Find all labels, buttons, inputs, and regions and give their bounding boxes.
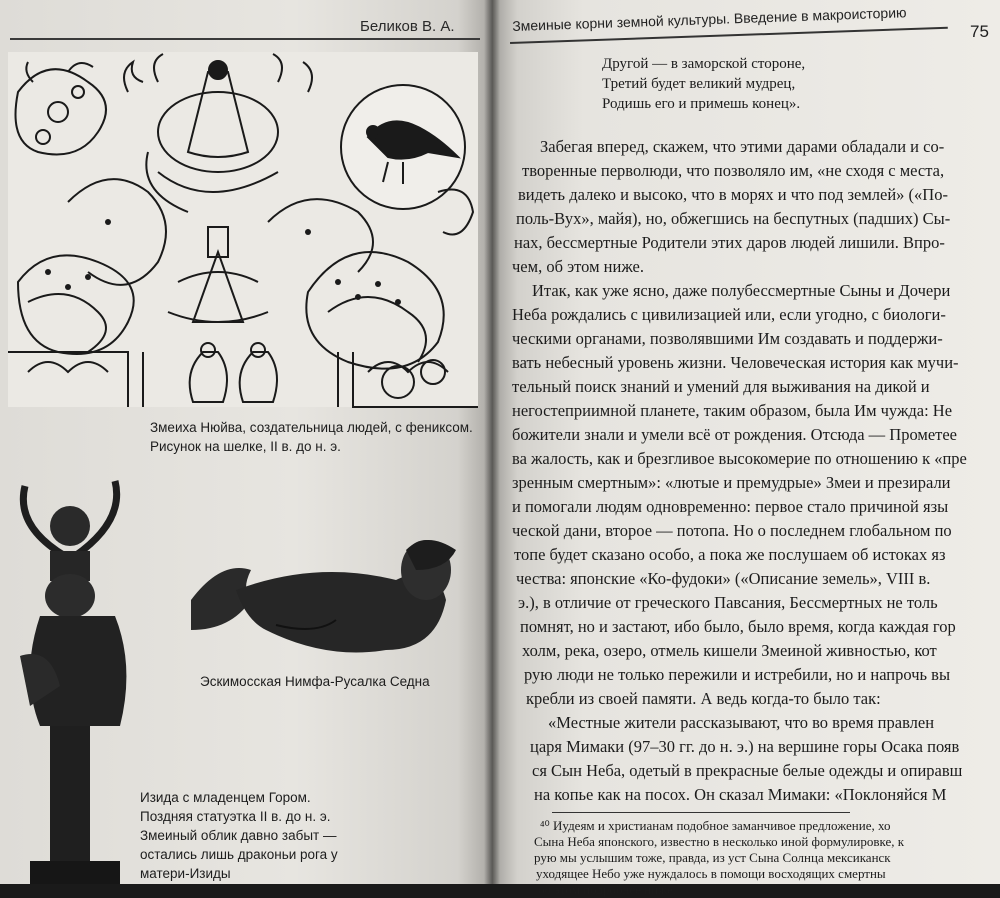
body-line: чества: японские «Ко-фудоки» («Описание земель», VIII в. [516,569,931,588]
sedna-caption: Эскимосская Нимфа-Русалка Седна [200,674,430,689]
body-line: творенные перволюди, что позволяло им, «не сходя с места, [522,161,945,180]
body-line: ческой дани, второе — потопа. Но о последнем глобальном по [512,521,952,540]
body-line: холм, река, озеро, отмель кишели Змеиной живностью, кот [522,641,937,660]
body-line: и помогали людям одновременно: первое стало причиной язы [512,497,949,516]
left-page [0,0,492,884]
poem-line: Родишь его и примешь конец». [602,96,801,112]
body-line: нах, бессмертные Родители этих даров людей лишили. Впро- [514,233,945,252]
footnote-line: Сына Неба японского, известно в несколько иной формулировке, к [534,834,905,849]
running-head-rule-left [10,38,480,40]
page-number: 75 [970,22,989,41]
body-line: божители знали и умели всё от рождения. Отсюда — Прометее [512,425,958,444]
footnote-line: рую мы услышим тоже, правда, из уст Сына Солнца мексиканск [534,850,891,865]
poem-line: Другой — в заморской стороне, [602,56,806,72]
body-line: царя Мимаки (97–30 гг. до н. э.) на вершине горы Осака появ [530,737,960,756]
body-line: топе будет сказано особо, а пока же послушаем об истоках яз [514,545,946,564]
body-line: тельный поиск знаний и умений для выживания на дикой и [512,377,930,396]
body-line: ся Сын Неба, одетый в прекрасные белые одежды и опиравш [532,761,963,780]
running-head-left: Беликов В. А. [360,18,455,35]
body-line: ческими органами, позволявшими Им создавать и поддержи- [512,329,943,348]
isis-caption [140,788,440,883]
silk-caption [150,418,490,456]
body-line: «Местные жители рассказывают, что во время правлен [548,713,935,732]
isis-caption-line: остались лишь драконьи рога у [140,847,338,862]
body-line: помнят, но и застают, ибо было, было время, когда каждая гор [520,617,956,636]
footnote-line: уходящее Небо уже нуждалось в помощи восходящих смертны [536,866,886,881]
sedna-figurine-photo [186,530,466,658]
running-head-right: Змеиные корни земной культуры. Введение в макроисторию [512,4,907,34]
body-line: Забегая вперед, скажем, что этими дарами обладали и со- [540,137,945,156]
isis-statuette-photo [10,476,130,884]
body-line: э.), в отличие от греческого Павсания, Бессмертных не толь [518,593,938,612]
body-line: Итак, как уже ясно, даже полубессмертные Сыны и Дочери [532,281,951,300]
body-line: вать небесный уровень жизни. Человеческая история как мучи- [512,353,959,372]
footnote-rule [552,812,850,813]
body-line: чем, об этом ниже. [512,257,644,276]
body-line: ва жалость, как и брезгливое высокомерие по отношению к «пре [512,449,967,468]
footnote-line: об этом подробнее ниже. [538,882,676,897]
body-line: видеть далеко и высоко, что в морях и что под землей» («По- [518,185,948,204]
body-line: рую люди не только пережили и истребили, но и напрочь вы [524,665,951,684]
footnote-line: ⁴⁰ Иудеям и христианам подобное заманчивое предложение, хо [540,818,891,833]
silk-caption-line: Рисунок на шелке, II в. до н. э. [150,439,341,454]
silk-painting-illustration [8,52,478,407]
isis-caption-line: матери-Изиды [140,866,231,881]
body-line: негостеприимной планете, таким образом, была Им чужда: Не [512,401,953,420]
body-line: зренным смертным»: «лютые и премудрые» Змеи и презирали [512,473,951,492]
isis-caption-line: Изида с младенцем Гором. [140,790,311,805]
isis-caption-line: Поздняя статуэтка II в. до н. э. [140,809,331,824]
body-line: кребли из своей памяти. А ведь когда-то было так: [526,689,881,708]
right-page [492,0,1000,897]
book-gutter [484,0,500,884]
poem-line: Третий будет великий мудрец, [602,76,796,92]
silk-caption-line: Змеиха Нюйва, создательница людей, с фениксом. [150,420,473,435]
body-line: поль-Вух», майя), но, обжегшись на беспутных (падших) Сы- [516,209,951,228]
body-line: Неба рождались с цивилизацией или, если угодно, с биологи- [512,305,946,324]
isis-caption-line: Змеиный облик давно забыт — [140,828,337,843]
body-line: на копье как на посох. Он сказал Мимаки: «Поклоняйся М [534,785,947,804]
